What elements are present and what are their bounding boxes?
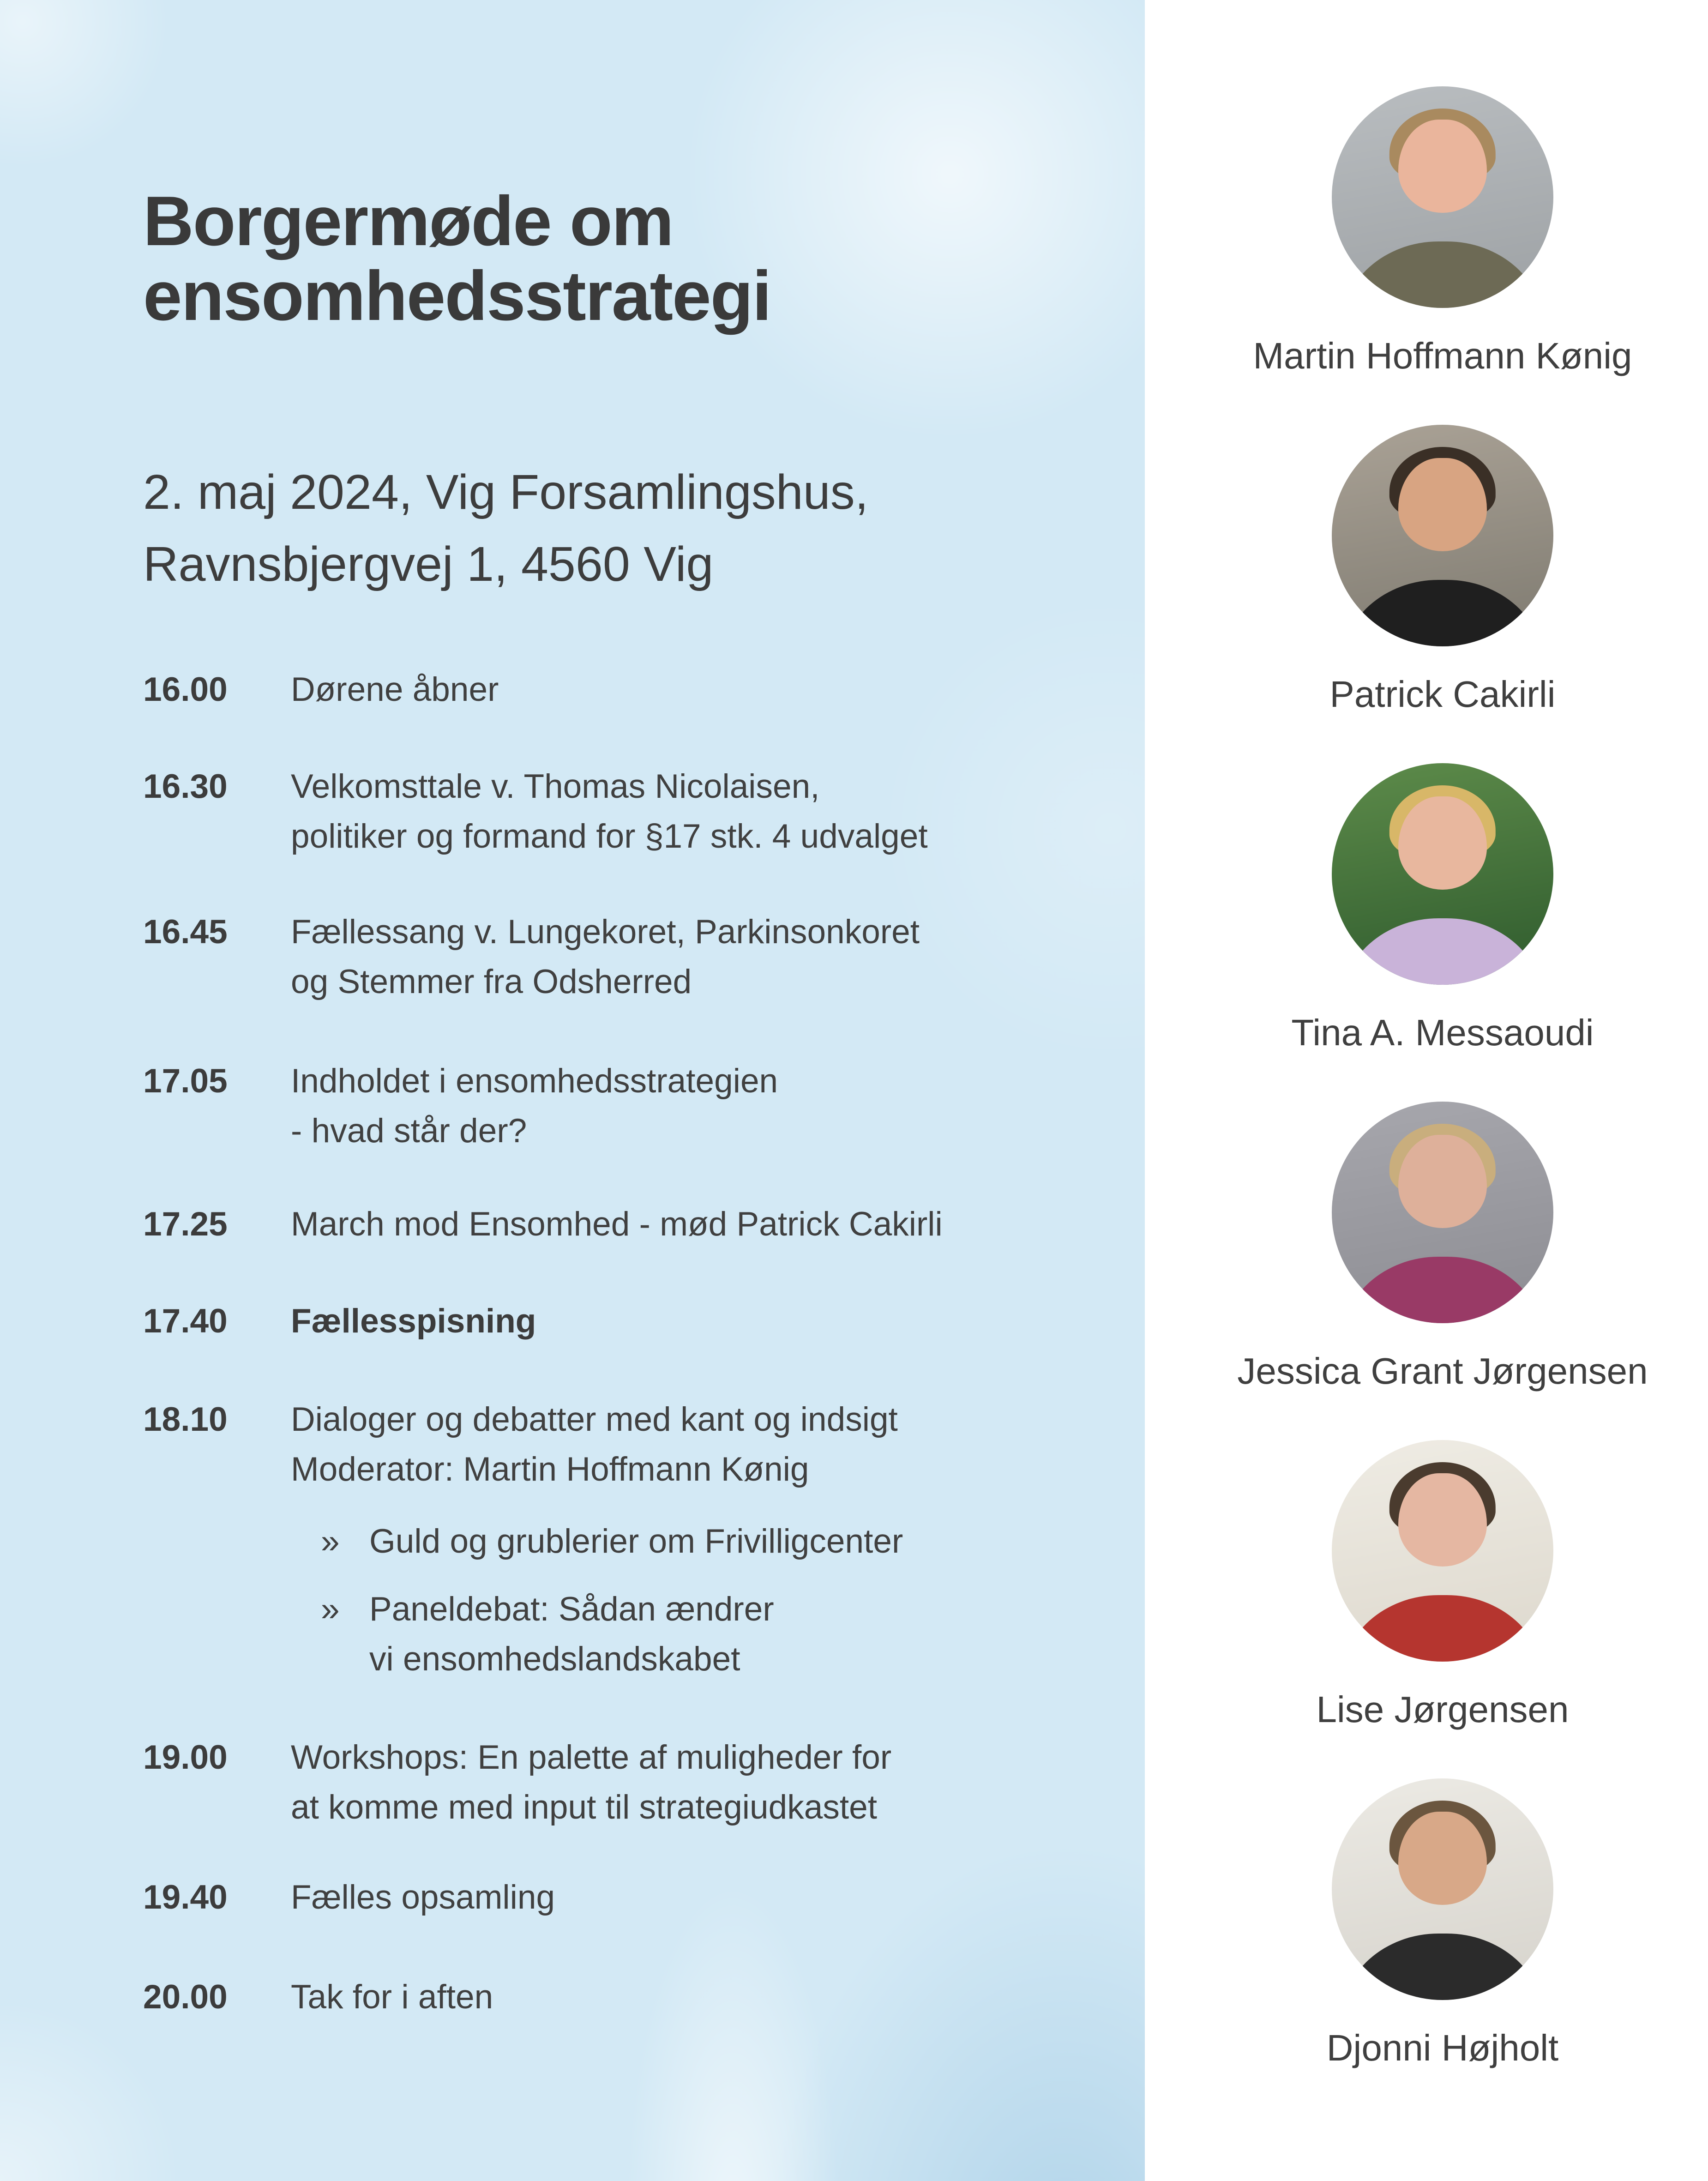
schedule-row <box>143 1873 1145 1922</box>
schedule-row <box>143 907 1145 1007</box>
speaker-card <box>1161 425 1708 717</box>
schedule-text: Dialoger og debatter med kant og indsigt Moderator: Martin Hoffmann Kønig <box>291 1401 898 1488</box>
schedule-time: 19.40 <box>143 1879 228 1916</box>
speaker-card <box>1161 1102 1708 1393</box>
schedule-row <box>143 665 1145 715</box>
portrait-face <box>1398 458 1487 551</box>
schedule-row <box>143 1296 1145 1346</box>
schedule-text: Paneldebat: Sådan ændrer vi ensomhedslandskabet <box>369 1591 774 1678</box>
schedule-text: Guld og grublerier om Frivilligcenter <box>369 1523 903 1560</box>
schedule-time: 17.05 <box>143 1062 228 1100</box>
speaker-photo-lise <box>1332 1440 1553 1662</box>
schedule-time: 16.45 <box>143 913 228 951</box>
bullet-marker-icon: » <box>321 1591 340 1628</box>
schedule-row <box>143 1056 1145 1156</box>
speaker-photo-patrick <box>1332 425 1553 646</box>
portrait-shoulders <box>1341 1934 1545 2000</box>
schedule-text: Fællessang v. Lungekoret, Parkinsonkoret og Stemmer fra Odsherred <box>291 913 920 1000</box>
portrait-shoulders <box>1341 1595 1545 1662</box>
speaker-name: Patrick Cakirli <box>1329 674 1556 715</box>
schedule-time: 16.00 <box>143 671 228 708</box>
schedule-time: 20.00 <box>143 1978 228 2016</box>
speaker-name: Jessica Grant Jørgensen <box>1237 1350 1648 1392</box>
speaker-photo-jessica <box>1332 1102 1553 1323</box>
schedule-sub-item <box>143 1517 1145 1566</box>
schedule-text: Workshops: En palette af muligheder for at komme med input til strategiudkastet <box>291 1739 892 1826</box>
portrait-shoulders <box>1341 1257 1545 1323</box>
schedule-text: Fælles opsamling <box>291 1879 555 1916</box>
schedule-row <box>143 1199 1145 1249</box>
schedule-time: 16.30 <box>143 768 228 805</box>
speaker-name: Lise Jørgensen <box>1316 1689 1569 1730</box>
portrait-face <box>1398 1135 1487 1228</box>
schedule-row <box>143 762 1145 862</box>
schedule-list <box>143 0 1145 2181</box>
portrait-shoulders <box>1341 580 1545 646</box>
speakers-panel <box>1145 0 1708 2181</box>
schedule-text: Velkomsttale v. Thomas Nicolaisen, politiker og formand for §17 stk. 4 udvalget <box>291 768 928 855</box>
bullet-marker-icon: » <box>321 1523 340 1560</box>
schedule-time: 17.40 <box>143 1302 228 1340</box>
event-address-line: Ravnsbjergvej 1, 4560 Vig <box>143 537 714 591</box>
portrait-shoulders <box>1341 918 1545 985</box>
schedule-text: Fællesspisning <box>291 1302 536 1340</box>
schedule-sub-item <box>143 1585 1145 1684</box>
portrait-shoulders <box>1341 241 1545 308</box>
schedule-time: 17.25 <box>143 1205 228 1243</box>
speaker-photo-djonni <box>1332 1778 1553 2000</box>
schedule-time: 18.10 <box>143 1401 228 1438</box>
speaker-card <box>1161 763 1708 1055</box>
schedule-text: March mod Ensomhed - mød Patrick Cakirli <box>291 1205 943 1243</box>
speaker-photo-martin <box>1332 86 1553 308</box>
speaker-card <box>1161 86 1708 378</box>
speaker-name: Djonni Højholt <box>1326 2027 1559 2068</box>
speaker-name: Tina A. Messaoudi <box>1291 1012 1594 1053</box>
portrait-face <box>1398 1812 1487 1905</box>
schedule-text: Dørene åbner <box>291 671 499 708</box>
schedule-text: Indholdet i ensomhedsstrategien - hvad står der? <box>291 1062 778 1150</box>
speaker-photo-tina <box>1332 763 1553 985</box>
speaker-card <box>1161 1440 1708 1732</box>
event-date-line: 2. maj 2024, Vig Forsamlingshus, <box>143 465 869 519</box>
page-title-line-1: Borgermøde om <box>143 182 673 260</box>
speaker-card <box>1161 1778 1708 2070</box>
portrait-face <box>1398 120 1487 213</box>
page-title-line-2: ensomhedsstrategi <box>143 257 771 335</box>
portrait-face <box>1398 796 1487 890</box>
schedule-text: Tak for i aften <box>291 1978 493 2016</box>
schedule-time: 19.00 <box>143 1739 228 1776</box>
speaker-name: Martin Hoffmann Kønig <box>1253 335 1632 376</box>
portrait-face <box>1398 1473 1487 1566</box>
schedule-row <box>143 1395 1145 1494</box>
schedule-row <box>143 1972 1145 2022</box>
schedule-row <box>143 1733 1145 1832</box>
